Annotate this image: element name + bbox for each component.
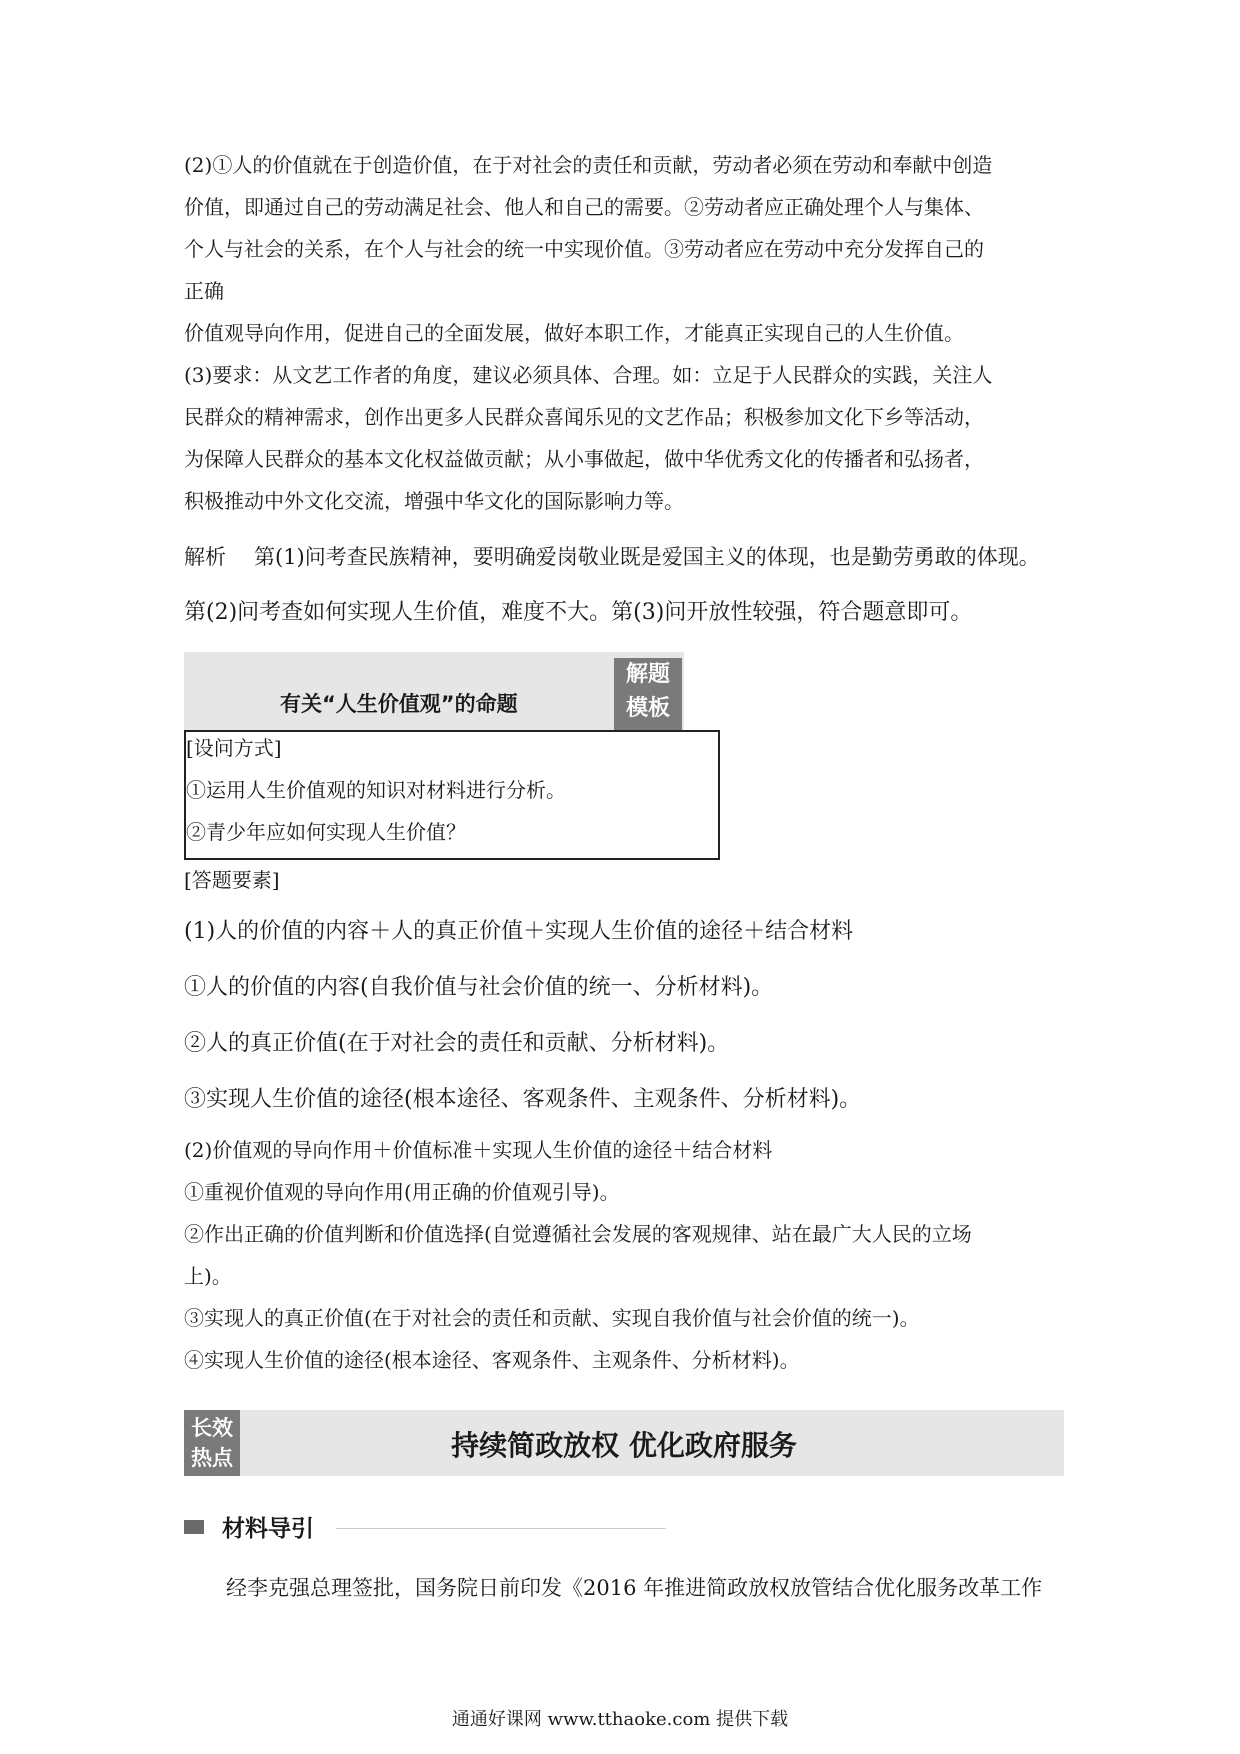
hot-topic-badge-line: 长效 bbox=[191, 1416, 233, 1440]
analysis-text: 第(1)问考查民族精神，要明确爱岗敬业既是爱国主义的体现，也是勤劳勇敢的体现。 bbox=[254, 545, 1040, 569]
material-label: 材料导引 bbox=[222, 1516, 314, 1542]
answer-line: 价值观导向作用，促进自己的全面发展，做好本职工作，才能真正实现自己的人生价值。 bbox=[184, 321, 964, 345]
divider bbox=[336, 1528, 666, 1529]
element-item: ②作出正确的价值判断和价值选择(自觉遵循社会发展的客观规律、站在最广大人民的立场 bbox=[184, 1222, 972, 1246]
template-badge-line: 解题 bbox=[625, 662, 670, 687]
analysis-label: 解析 bbox=[184, 545, 226, 569]
analysis-line-1 bbox=[184, 536, 1064, 578]
answer-line: (3)要求：从文艺工作者的角度，建议必须具体、合理。如：立足于人民群众的实践，关注人 bbox=[184, 363, 993, 387]
template-title: 有关“人生价值观”的命题 bbox=[280, 692, 518, 716]
question-item: ②青少年应如何实现人生价值？ bbox=[186, 820, 466, 844]
answer-line: 价值，即通过自己的劳动满足社会、他人和自己的需要。②劳动者应正确处理个人与集体、 bbox=[184, 195, 984, 219]
elements-label: [答题要素] bbox=[184, 868, 280, 892]
element-item: ④实现人生价值的途径(根本途径、客观条件、主观条件、分析材料)。 bbox=[184, 1348, 800, 1372]
material-text: 经李克强总理签批，国务院日前印发《2016 年推进简政放权放管结合优化服务改革工作 bbox=[226, 1576, 1043, 1600]
answer-line: 正确 bbox=[184, 279, 224, 303]
hot-topic-title: 持续简政放权 优化政府服务 bbox=[451, 1429, 797, 1462]
answer-line: 民群众的精神需求，创作出更多人民群众喜闻乐见的文艺作品；积极参加文化下乡等活动， bbox=[184, 405, 984, 429]
element-item: 上)。 bbox=[184, 1264, 232, 1288]
hot-topic-bar bbox=[184, 1410, 1064, 1476]
template-header bbox=[184, 652, 684, 730]
answer-line: 为保障人民群众的基本文化权益做贡献；从小事做起，做中华优秀文化的传播者和弘扬者， bbox=[184, 447, 984, 471]
element-item: ③实现人生价值的途径(根本途径、客观条件、主观条件、分析材料)。 bbox=[184, 1087, 862, 1112]
material-heading bbox=[184, 1510, 684, 1546]
square-bullet-icon bbox=[184, 1520, 204, 1534]
analysis-line-2: 第(2)问考查如何实现人生价值，难度不大。第(3)问开放性较强，符合题意即可。 bbox=[184, 600, 973, 625]
hot-topic-badge-line: 热点 bbox=[191, 1446, 233, 1470]
element-item: (1)人的价值的内容＋人的真正价值＋实现人生价值的途径＋结合材料 bbox=[184, 919, 854, 944]
element-item: ②人的真正价值(在于对社会的责任和贡献、分析材料)。 bbox=[184, 1031, 730, 1056]
question-box bbox=[184, 730, 720, 860]
question-item: ①运用人生价值观的知识对材料进行分析。 bbox=[186, 778, 566, 802]
answer-line: 积极推动中外文化交流，增强中华文化的国际影响力等。 bbox=[184, 489, 684, 513]
element-item: ①重视价值观的导向作用(用正确的价值观引导)。 bbox=[184, 1180, 620, 1204]
element-item: ③实现人的真正价值(在于对社会的责任和贡献、实现自我价值与社会价值的统一)。 bbox=[184, 1306, 920, 1330]
question-label: [设问方式] bbox=[186, 736, 282, 760]
answer-block bbox=[184, 144, 1064, 522]
answer-line: (2)①人的价值就在于创造价值，在于对社会的责任和贡献，劳动者必须在劳动和奉献中创造 bbox=[184, 153, 993, 177]
template-badge-line: 模板 bbox=[625, 696, 670, 721]
element-item: ①人的价值的内容(自我价值与社会价值的统一、分析材料)。 bbox=[184, 975, 774, 1000]
element-item: (2)价值观的导向作用＋价值标准＋实现人生价值的途径＋结合材料 bbox=[184, 1138, 773, 1162]
answer-line: 个人与社会的关系，在个人与社会的统一中实现价值。③劳动者应在劳动中充分发挥自己的 bbox=[184, 237, 984, 261]
template-badge bbox=[614, 658, 682, 730]
page-footer: 通通好课网 www.tthaoke.com 提供下载 bbox=[451, 1709, 789, 1730]
